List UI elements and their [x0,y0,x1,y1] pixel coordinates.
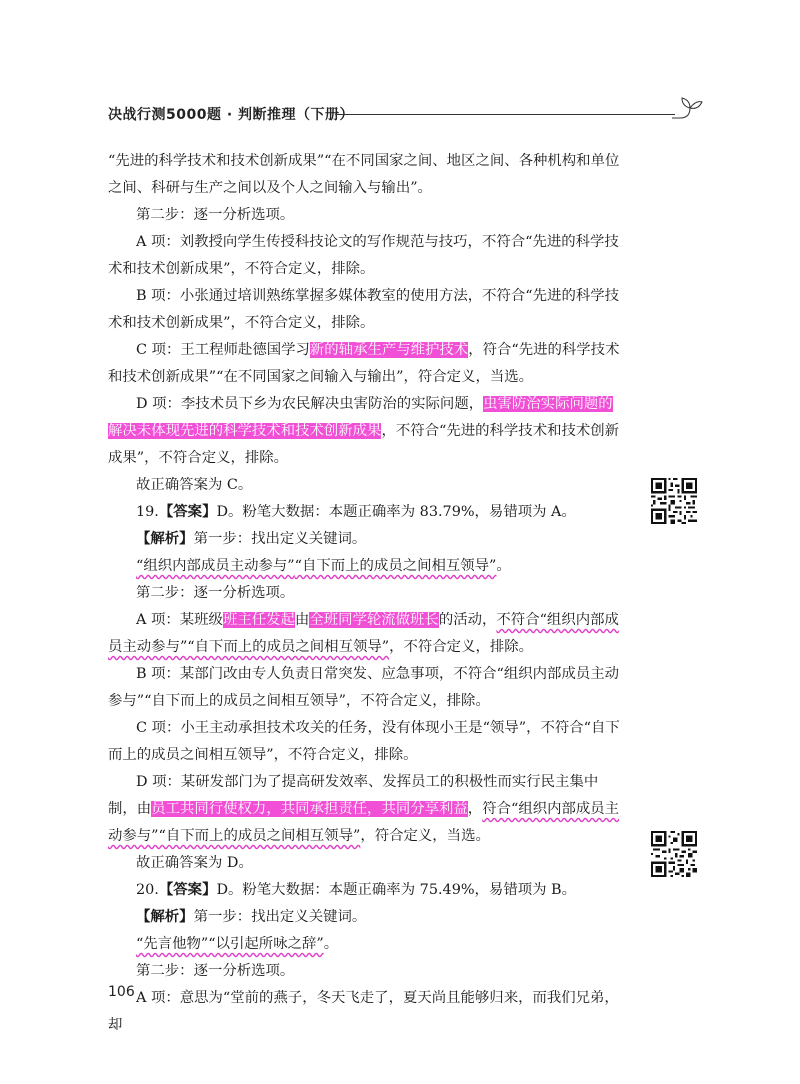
paragraph: 第二步：逐一分析选项。 [136,585,295,601]
underlined-text: 符合“组织内部成员主动参与”“自下而上的成员之间相互领导” [108,801,620,844]
question-19-answer: 19.【答案】D。粉笔大数据：本题正确率为 83.79%，易错项为 A。 [136,504,576,520]
paragraph: 第二步：逐一分析选项。 [136,963,295,979]
highlighted-text: 新的轴承生产与维护技术 [309,342,469,358]
paragraph: C 项：小王主动承担技术攻关的任务，没有体现小王是“领导”，不符合“自下而上的成员之间相互领导”，不符合定义，排除。 [108,720,620,763]
underlined-text: “自下而上的成员之间相互领导” [294,558,497,574]
paragraph: 故正确答案为 C。 [136,477,253,493]
paragraph: 第二步：逐一分析选项。 [136,207,295,223]
question-20-answer: 20.【答案】D。粉笔大数据：本题正确率为 75.49%，易错项为 B。 [136,882,577,898]
question-19-analysis: 【解析】第一步：找出定义关键词。 [136,531,367,547]
paragraph: 故正确答案为 D。 [136,855,253,871]
answer-tag: 【答案】 [158,504,217,520]
paragraph: “先言他物”“以引起所咏之辞”。 [136,936,339,952]
paragraph: A 项：某班级班主任发起由全班同学轮流做班长的活动，不符合“组织内部成员主动参与”“自下而上的成员之间相互领导”，不符合定义，排除。 [108,612,619,655]
underlined-text: 不符合“组织内部成员主动参与”“自下而上的成员之间相互领导” [108,612,619,655]
paragraph: A 项：意思为“堂前的燕子，冬天飞走了，夏天尚且能够归来，而我们兄弟，却 [108,990,619,1033]
underlined-text: “先言他物”“以引起所咏之辞” [136,936,324,952]
highlighted-text: 班主任发起 [222,612,295,628]
paragraph: D 项：李技术员下乡为农民解决虫害防治的实际问题，虫害防治实际问题的解决未体现先进的科学技术和技术创新成果，不符合“先进的科学技术和技术创新成果”，不符合定义，排除。 [108,396,620,466]
paragraph: B 项：某部门改由专人负责日常突发、应急事项，不符合“组织内部成员主动参与”“自下而上的成员之间相互领导”，不符合定义，排除。 [108,666,620,709]
paragraph: B 项：小张通过培训熟练掌握多媒体教室的使用方法，不符合“先进的科学技术和技术创新成果”，不符合定义，排除。 [108,288,620,331]
highlighted-text: 员工共同行使权力，共同承担责任，共同分享利益 [151,801,468,817]
analysis-tag: 【解析】 [136,909,194,925]
answer-explanation-body [108,148,622,1039]
highlighted-text: 虫害防治实际问题的解决未体现先进的科学技术和技术创新成果 [108,396,613,439]
book-title: 决战行测5000题 · 判断推理（下册） [108,107,355,123]
qr-code-icon[interactable] [651,478,697,524]
highlighted-text: 全班同学轮流做班长 [309,612,439,628]
question-20-analysis: 【解析】第一步：找出定义关键词。 [136,909,367,925]
paragraph: “组织内部成员主动参与”“自下而上的成员之间相互领导”。 [136,558,511,574]
answer-tag: 【答案】 [158,882,217,898]
paragraph: A 项：刘教授向学生传授科技论文的写作规范与技巧，不符合“先进的科学技术和技术创新成果”，不符合定义，排除。 [108,234,619,277]
sprout-icon [670,96,704,120]
paragraph: “先进的科学技术和技术创新成果”“在不同国家之间、地区之间、各种机构和单位之间、科研与生产之间以及个人之间输入与输出”。 [108,153,620,196]
page-number: 106 [108,984,135,1000]
paragraph: D 项：某研发部门为了提高研发效率、发挥员工的积极性而实行民主集中制，由员工共同行使权力，共同承担责任，共同分享利益，符合“组织内部成员主动参与”“自下而上的成员之间相互领导”，符合定义，当选。 [108,774,620,844]
qr-code-icon[interactable] [651,831,697,877]
paragraph: C 项：王工程师赴德国学习新的轴承生产与维护技术，符合“先进的科学技术和技术创新成果”“在不同国家之间输入与输出”，符合定义，当选。 [108,342,620,385]
analysis-tag: 【解析】 [136,531,194,547]
underlined-text: “组织内部成员主动参与” [136,558,295,574]
header-divider [335,114,675,115]
